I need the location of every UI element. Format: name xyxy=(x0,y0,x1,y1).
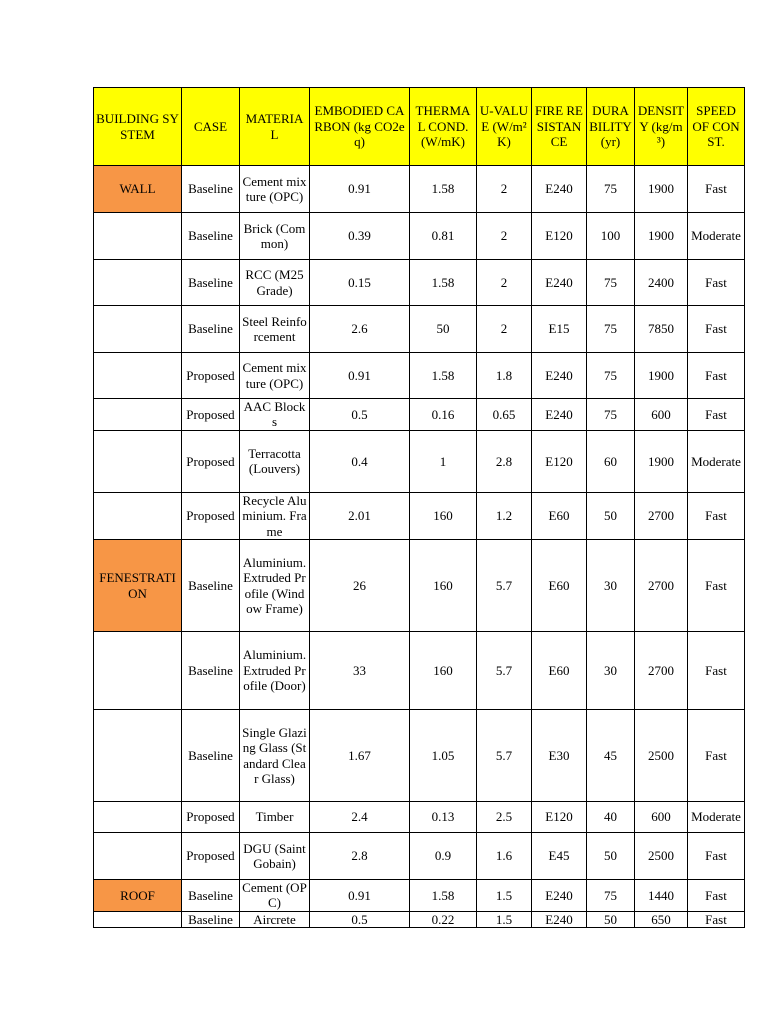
building-system-cell xyxy=(94,399,182,431)
embodied-carbon-cell: 26 xyxy=(310,540,410,632)
speed-cell: Fast xyxy=(688,880,745,912)
embodied-carbon-cell: 2.8 xyxy=(310,833,410,880)
density-cell: 7850 xyxy=(635,306,688,353)
speed-cell: Moderate xyxy=(688,213,745,260)
building-system-cell xyxy=(94,833,182,880)
fire-resistance-cell: E60 xyxy=(532,492,587,539)
embodied-carbon-cell: 33 xyxy=(310,632,410,710)
building-system-cell: ROOF xyxy=(94,880,182,912)
durability-cell: 75 xyxy=(587,260,635,306)
thermal-conductivity-cell: 160 xyxy=(410,540,477,632)
case-cell: Proposed xyxy=(182,492,240,539)
thermal-conductivity-cell: 0.16 xyxy=(410,399,477,431)
fire-resistance-cell: E120 xyxy=(532,802,587,833)
building-system-cell xyxy=(94,430,182,492)
density-cell: 1900 xyxy=(635,213,688,260)
density-cell: 2500 xyxy=(635,833,688,880)
fire-resistance-cell: E240 xyxy=(532,166,587,213)
embodied-carbon-cell: 2.01 xyxy=(310,492,410,539)
table-row xyxy=(94,911,745,927)
case-cell: Baseline xyxy=(182,213,240,260)
embodied-carbon-cell: 0.91 xyxy=(310,166,410,213)
material-comparison-table xyxy=(93,87,745,928)
speed-cell: Fast xyxy=(688,833,745,880)
material-cell: Terracotta (Louvers) xyxy=(240,430,310,492)
u-value-cell: 1.5 xyxy=(477,880,532,912)
building-system-cell xyxy=(94,353,182,399)
case-cell: Baseline xyxy=(182,880,240,912)
durability-cell: 100 xyxy=(587,213,635,260)
embodied-carbon-cell: 0.39 xyxy=(310,213,410,260)
case-cell: Proposed xyxy=(182,430,240,492)
density-cell: 600 xyxy=(635,802,688,833)
embodied-carbon-cell: 2.6 xyxy=(310,306,410,353)
fire-resistance-cell: E240 xyxy=(532,353,587,399)
material-cell: Cement mixture (OPC) xyxy=(240,166,310,213)
case-cell: Baseline xyxy=(182,632,240,710)
embodied-carbon-cell: 2.4 xyxy=(310,802,410,833)
table-row xyxy=(94,880,745,912)
durability-cell: 45 xyxy=(587,710,635,802)
u-value-cell: 1.5 xyxy=(477,911,532,927)
table-row xyxy=(94,430,745,492)
building-system-cell xyxy=(94,632,182,710)
material-cell: Brick (Common) xyxy=(240,213,310,260)
header-material: MATERIAL xyxy=(240,88,310,166)
header-building-system: BUILDING SYSTEM xyxy=(94,88,182,166)
durability-cell: 75 xyxy=(587,166,635,213)
table-row xyxy=(94,213,745,260)
embodied-carbon-cell: 0.15 xyxy=(310,260,410,306)
fire-resistance-cell: E15 xyxy=(532,306,587,353)
case-cell: Proposed xyxy=(182,353,240,399)
building-system-cell xyxy=(94,911,182,927)
thermal-conductivity-cell: 160 xyxy=(410,632,477,710)
header-embodied-carbon: EMBODIED CARBON (kg CO2eq) xyxy=(310,88,410,166)
fire-resistance-cell: E60 xyxy=(532,632,587,710)
density-cell: 1440 xyxy=(635,880,688,912)
density-cell: 1900 xyxy=(635,166,688,213)
speed-cell: Fast xyxy=(688,632,745,710)
fire-resistance-cell: E45 xyxy=(532,833,587,880)
density-cell: 2700 xyxy=(635,540,688,632)
speed-cell: Fast xyxy=(688,710,745,802)
thermal-conductivity-cell: 1.58 xyxy=(410,353,477,399)
density-cell: 1900 xyxy=(635,353,688,399)
table-row xyxy=(94,492,745,539)
u-value-cell: 2.5 xyxy=(477,802,532,833)
speed-cell: Fast xyxy=(688,911,745,927)
table-row xyxy=(94,710,745,802)
u-value-cell: 2 xyxy=(477,213,532,260)
embodied-carbon-cell: 0.5 xyxy=(310,399,410,431)
table-row xyxy=(94,540,745,632)
fire-resistance-cell: E240 xyxy=(532,911,587,927)
material-cell: AAC Blocks xyxy=(240,399,310,431)
u-value-cell: 1.2 xyxy=(477,492,532,539)
thermal-conductivity-cell: 0.22 xyxy=(410,911,477,927)
table-row xyxy=(94,632,745,710)
fire-resistance-cell: E30 xyxy=(532,710,587,802)
material-cell: Single Glazing Glass (Standard Clear Glass) xyxy=(240,710,310,802)
table-row xyxy=(94,399,745,431)
u-value-cell: 2 xyxy=(477,306,532,353)
u-value-cell: 5.7 xyxy=(477,540,532,632)
speed-cell: Moderate xyxy=(688,802,745,833)
building-system-cell xyxy=(94,710,182,802)
fire-resistance-cell: E120 xyxy=(532,213,587,260)
case-cell: Baseline xyxy=(182,710,240,802)
durability-cell: 75 xyxy=(587,306,635,353)
header-density: DENSITY (kg/m³) xyxy=(635,88,688,166)
case-cell: Baseline xyxy=(182,260,240,306)
u-value-cell: 5.7 xyxy=(477,710,532,802)
case-cell: Baseline xyxy=(182,911,240,927)
case-cell: Proposed xyxy=(182,802,240,833)
material-cell: Steel Reinforcement xyxy=(240,306,310,353)
table-row xyxy=(94,833,745,880)
case-cell: Baseline xyxy=(182,166,240,213)
u-value-cell: 1.8 xyxy=(477,353,532,399)
speed-cell: Fast xyxy=(688,492,745,539)
fire-resistance-cell: E120 xyxy=(532,430,587,492)
header-thermal-conductivity: THERMAL COND. (W/mK) xyxy=(410,88,477,166)
material-cell: DGU (Saint Gobain) xyxy=(240,833,310,880)
thermal-conductivity-cell: 1.58 xyxy=(410,260,477,306)
building-system-cell xyxy=(94,306,182,353)
material-cell: Aluminium.Extruded Profile (Door) xyxy=(240,632,310,710)
fire-resistance-cell: E240 xyxy=(532,260,587,306)
embodied-carbon-cell: 0.91 xyxy=(310,880,410,912)
durability-cell: 30 xyxy=(587,540,635,632)
header-durability: DURABILITY (yr) xyxy=(587,88,635,166)
material-cell: Recycle Aluminium. Frame xyxy=(240,492,310,539)
material-cell: Cement mixture (OPC) xyxy=(240,353,310,399)
header-speed-of-construction: SPEED OF CONST. xyxy=(688,88,745,166)
durability-cell: 40 xyxy=(587,802,635,833)
durability-cell: 50 xyxy=(587,492,635,539)
header-case: CASE xyxy=(182,88,240,166)
speed-cell: Moderate xyxy=(688,430,745,492)
thermal-conductivity-cell: 1.58 xyxy=(410,166,477,213)
building-system-cell xyxy=(94,260,182,306)
building-system-cell xyxy=(94,492,182,539)
durability-cell: 50 xyxy=(587,833,635,880)
building-system-cell xyxy=(94,213,182,260)
case-cell: Proposed xyxy=(182,833,240,880)
embodied-carbon-cell: 0.91 xyxy=(310,353,410,399)
density-cell: 600 xyxy=(635,399,688,431)
building-system-cell xyxy=(94,802,182,833)
durability-cell: 75 xyxy=(587,399,635,431)
fire-resistance-cell: E60 xyxy=(532,540,587,632)
embodied-carbon-cell: 1.67 xyxy=(310,710,410,802)
header-fire-resistance: FIRE RESISTANCE xyxy=(532,88,587,166)
embodied-carbon-cell: 0.4 xyxy=(310,430,410,492)
building-system-cell: WALL xyxy=(94,166,182,213)
thermal-conductivity-cell: 50 xyxy=(410,306,477,353)
speed-cell: Fast xyxy=(688,260,745,306)
density-cell: 650 xyxy=(635,911,688,927)
header-u-value: U-VALUE (W/m² K) xyxy=(477,88,532,166)
table-body xyxy=(94,166,745,928)
thermal-conductivity-cell: 0.13 xyxy=(410,802,477,833)
thermal-conductivity-cell: 1 xyxy=(410,430,477,492)
case-cell: Baseline xyxy=(182,540,240,632)
material-cell: Cement (OPC) xyxy=(240,880,310,912)
durability-cell: 30 xyxy=(587,632,635,710)
material-cell: RCC (M25 Grade) xyxy=(240,260,310,306)
u-value-cell: 2 xyxy=(477,260,532,306)
fire-resistance-cell: E240 xyxy=(532,880,587,912)
density-cell: 2400 xyxy=(635,260,688,306)
u-value-cell: 5.7 xyxy=(477,632,532,710)
speed-cell: Fast xyxy=(688,540,745,632)
table-row xyxy=(94,802,745,833)
table-header xyxy=(94,88,745,166)
embodied-carbon-cell: 0.5 xyxy=(310,911,410,927)
thermal-conductivity-cell: 1.58 xyxy=(410,880,477,912)
u-value-cell: 0.65 xyxy=(477,399,532,431)
case-cell: Baseline xyxy=(182,306,240,353)
speed-cell: Fast xyxy=(688,166,745,213)
fire-resistance-cell: E240 xyxy=(532,399,587,431)
density-cell: 2700 xyxy=(635,632,688,710)
material-cell: Aluminium.Extruded Profile (Window Frame) xyxy=(240,540,310,632)
table-row xyxy=(94,306,745,353)
speed-cell: Fast xyxy=(688,399,745,431)
u-value-cell: 1.6 xyxy=(477,833,532,880)
speed-cell: Fast xyxy=(688,353,745,399)
table-row xyxy=(94,166,745,213)
u-value-cell: 2.8 xyxy=(477,430,532,492)
thermal-conductivity-cell: 1.05 xyxy=(410,710,477,802)
durability-cell: 50 xyxy=(587,911,635,927)
header-row xyxy=(94,88,745,166)
table-row xyxy=(94,260,745,306)
speed-cell: Fast xyxy=(688,306,745,353)
thermal-conductivity-cell: 0.81 xyxy=(410,213,477,260)
material-cell: Aircrete xyxy=(240,911,310,927)
u-value-cell: 2 xyxy=(477,166,532,213)
durability-cell: 75 xyxy=(587,880,635,912)
durability-cell: 75 xyxy=(587,353,635,399)
thermal-conductivity-cell: 0.9 xyxy=(410,833,477,880)
durability-cell: 60 xyxy=(587,430,635,492)
density-cell: 1900 xyxy=(635,430,688,492)
density-cell: 2500 xyxy=(635,710,688,802)
table-row xyxy=(94,353,745,399)
material-cell: Timber xyxy=(240,802,310,833)
building-system-cell: FENESTRATION xyxy=(94,540,182,632)
thermal-conductivity-cell: 160 xyxy=(410,492,477,539)
density-cell: 2700 xyxy=(635,492,688,539)
case-cell: Proposed xyxy=(182,399,240,431)
